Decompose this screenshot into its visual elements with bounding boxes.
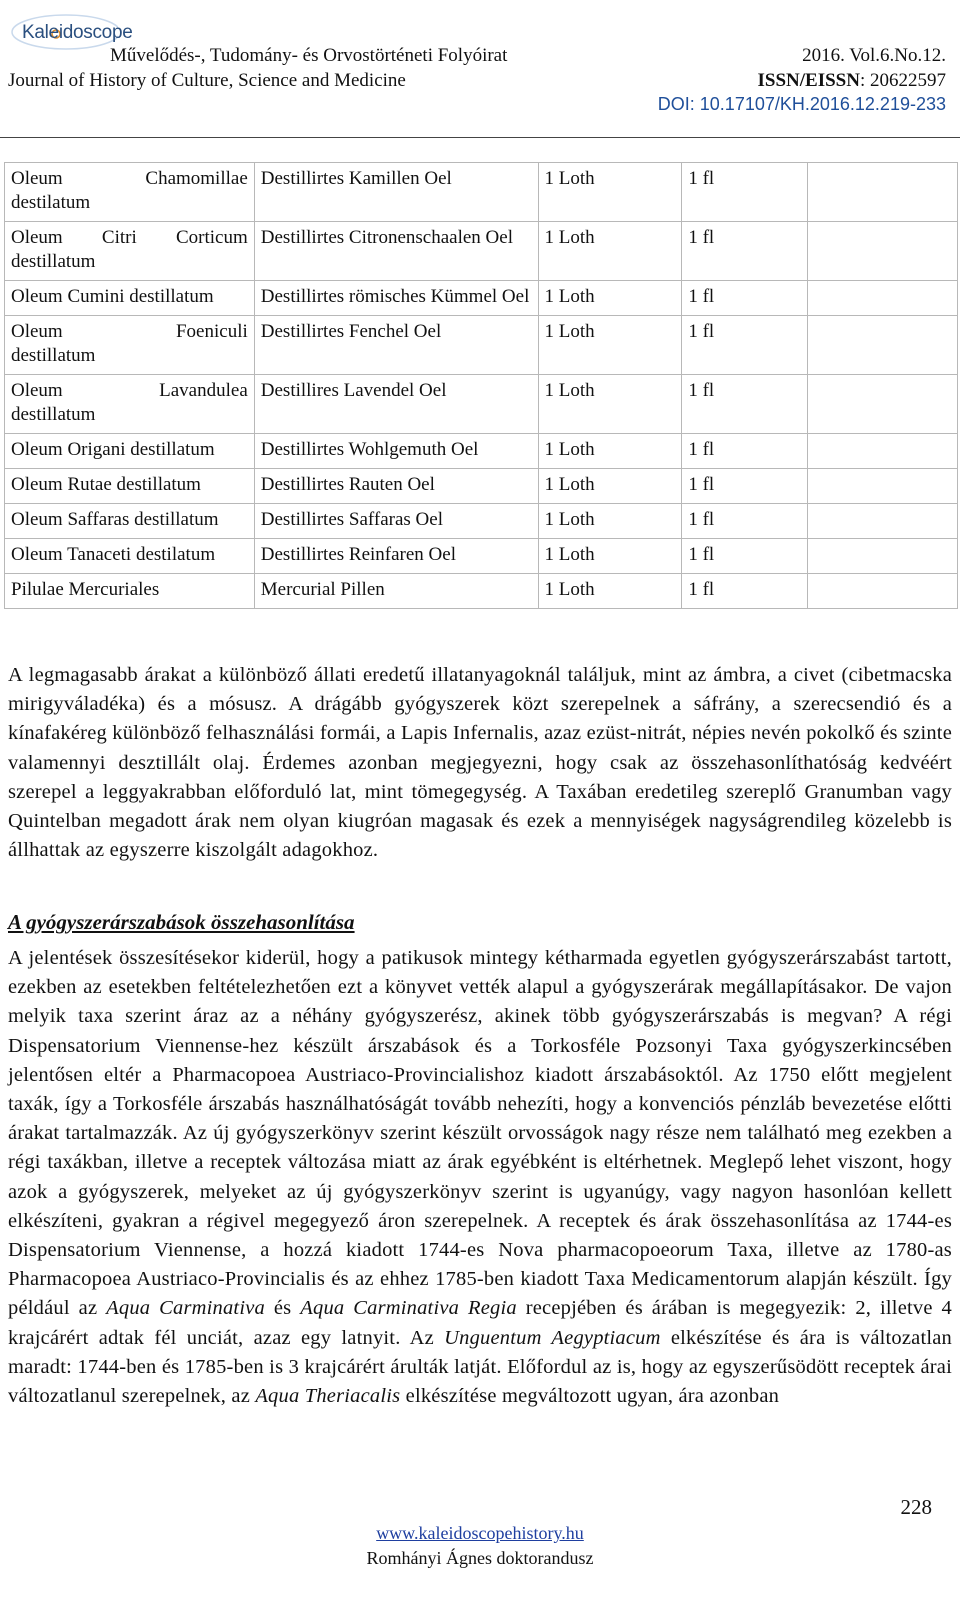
term-aqua-carminativa-regia: Aqua Carminativa Regia: [300, 1297, 517, 1320]
latin-name-line-1: [11, 379, 248, 403]
latin-name-part-b: Lavandulea: [159, 380, 248, 401]
section-heading: A gyógyszerárszabások összehasonlítása: [8, 910, 355, 934]
term-unguentum-aegyptiacum: Unguentum Aegyptiacum: [444, 1326, 661, 1349]
quantity-cell: 1 Loth: [538, 375, 682, 434]
quantity-cell: 1 Loth: [538, 504, 682, 539]
latin-name-part-a: Oleum: [11, 321, 63, 342]
website-link[interactable]: www.kaleidoscopehistory.hu: [376, 1523, 584, 1543]
latin-name: Oleum Cumini destillatum: [11, 286, 214, 307]
table-row: [5, 281, 958, 316]
table-row: [5, 504, 958, 539]
price-cell: 1 fl: [682, 539, 808, 574]
latin-name-part-c: destillatum: [11, 345, 96, 366]
table-row: [5, 574, 958, 609]
empty-cell: [808, 375, 958, 434]
paragraph-2-part-2: és: [264, 1297, 301, 1320]
paragraph-1: A legmagasabb árakat a különböző állati eredetű illatanyagoknál találjuk, mint az ámbra, a civet (cibetmacska mirigyváladéka) és a mósusz. A drágább gyógyszerek közt szerepelnek a sáfrány, a szerecsendió és a kínafakéreg különböző felhasználási formái, a Lapis Infernalis, azaz ezüst-nitrát, népies nevén pokolkő és szinte valamennyi desztillált olaj. Érdemes azonban megjegyezni, hogy csak az összehasonlíthatóság kedvéért szerepel a leggyakrabban előforduló lat, mint tömegegység. A Taxában eredetileg szereplő Granumban vagy Quintelban megadott árak nem olyan kiugróan magasak és ezek a mennyiségek nagyságrendileg közelebb is állhattak az egyszerre kiszolgált adagokhoz.: [8, 664, 952, 862]
empty-cell: [808, 539, 958, 574]
price-cell: 1 fl: [682, 281, 808, 316]
paragraph-2-part-1: A jelentések összesítésekor kiderül, hogy a patikusok mintegy kétharmada egyetlen gyógyszerárszabást tartott, ezekben az esetekben feltételezhetően ezt a könyvet vették alapul a gyógyszerárak megállapításakor. De vajon melyik taxa szerint áraz az a néhány gyógyszerész, akinek több gyógyszerárszabás is megvan? A régi Dispensatorium Viennense-hez készült árszabások és a Torkosféle Pozsonyi Taxa gyógyszerkincsében jelentősen eltér a Pharmacopoea Austriaco-Provincialishoz kiadott árszabásoktól. Az 1750 előtt megjelent taxák, így a Torkosféle árszabás használhatóságát tovább nehezíti, hogy a konvenciós pénzláb bevezetése előtti árakat tartalmazzák. Az új gyógyszerkönyv szerint készült orvosságok nagy része nem található meg ezekben a régi taxákban, illetve a receptek változása miatt az árak egyébként is eltérhetnek. Meglepő lehet viszont, hogy azok a gyógyszerek, melyeket az új gyógyszerkönyv szerint is ugyanúgy, vagy nagyon hasonlóan kellett elkészíteni, gyakran a régivel megegyező áron szerepelnek. A receptek és árak összehasonlítása az 1744-es Dispensatorium Viennense, a hozzá kiadott 1744-es Nova pharmacopoeorum Taxa, illetve az 1780-as Pharmacopoea Austriaco-Provincialis és az ehhez 1785-ben kiadott Taxa Medicamentorum alapján készült. Így például az: [8, 947, 952, 1320]
table-row: [5, 539, 958, 574]
quantity-cell: 1 Loth: [538, 163, 682, 222]
german-name-cell: Destillirtes Wohlgemuth Oel: [254, 434, 538, 469]
empty-cell: [808, 469, 958, 504]
german-name-cell: Destillirtes Saffaras Oel: [254, 504, 538, 539]
latin-name-cell: [5, 316, 255, 375]
price-cell: 1 fl: [682, 574, 808, 609]
price-cell: 1 fl: [682, 163, 808, 222]
latin-name-part-b: Foeniculi: [175, 321, 248, 342]
latin-name-cell: [5, 281, 255, 316]
table-row: [5, 434, 958, 469]
table-row: [5, 469, 958, 504]
quantity-cell: 1 Loth: [538, 222, 682, 281]
latin-name: Pilulae Mercuriales: [11, 579, 160, 600]
latin-name-part-c: destilatum: [11, 192, 91, 213]
page-number: 228: [900, 1495, 932, 1519]
latin-name-cell: [5, 222, 255, 281]
issn-label: ISSN/EISSN: [757, 70, 860, 91]
author-name: Romhányi Ágnes doktorandusz: [366, 1548, 594, 1568]
latin-name-cell: [5, 504, 255, 539]
price-cell: 1 fl: [682, 316, 808, 375]
latin-name-part-a: Oleum Citri: [11, 227, 137, 248]
doi-value: 10.17107/KH.2016.12.219-233: [699, 94, 946, 114]
german-name-cell: Destillirtes römisches Kümmel Oel: [254, 281, 538, 316]
term-aqua-carminativa: Aqua Carminativa: [106, 1297, 265, 1320]
table-row: [5, 375, 958, 434]
issn-value: : 20622597: [859, 70, 946, 91]
latin-name: Oleum Saffaras destillatum: [11, 509, 219, 530]
latin-name-cell: [5, 469, 255, 504]
latin-name-part-b: Corticum: [175, 227, 248, 248]
latin-name-line-1: [11, 320, 248, 344]
empty-cell: [808, 434, 958, 469]
latin-name-cell: [5, 375, 255, 434]
latin-name-part-c: destillatum: [11, 251, 96, 272]
issn-info: [758, 70, 946, 92]
latin-name: Oleum Origani destillatum: [11, 439, 215, 460]
latin-name-part-a: Oleum: [11, 168, 63, 189]
latin-name-cell: [5, 574, 255, 609]
drug-table-body: [5, 163, 958, 609]
journal-logo: [8, 12, 133, 52]
table-row: [5, 316, 958, 375]
latin-name-part-a: Oleum: [11, 380, 63, 401]
doi-label: DOI:: [657, 94, 700, 114]
quantity-cell: 1 Loth: [538, 281, 682, 316]
logo-text: Kaleidoscope: [22, 22, 133, 43]
issue-info: 2016. Vol.6.No.12.: [802, 45, 946, 66]
paragraph-2: [8, 944, 952, 1411]
empty-cell: [808, 316, 958, 375]
table-row: [5, 163, 958, 222]
latin-name: Oleum Rutae destillatum: [11, 474, 201, 495]
price-cell: 1 fl: [682, 375, 808, 434]
quantity-cell: 1 Loth: [538, 539, 682, 574]
quantity-cell: 1 Loth: [538, 574, 682, 609]
term-aqua-theriacalis: Aqua Theriacalis: [255, 1385, 401, 1408]
quantity-cell: 1 Loth: [538, 316, 682, 375]
empty-cell: [808, 281, 958, 316]
latin-name-cell: [5, 163, 255, 222]
german-name-cell: Destillires Lavendel Oel: [254, 375, 538, 434]
latin-name-cell: [5, 434, 255, 469]
price-cell: 1 fl: [682, 504, 808, 539]
journal-title-en: Journal of History of Culture, Science and Medicine: [8, 70, 406, 91]
header-divider: [0, 137, 960, 138]
price-cell: 1 fl: [682, 469, 808, 504]
german-name-cell: Destillirtes Kamillen Oel: [254, 163, 538, 222]
latin-name-part-b: Chamomillae: [145, 168, 248, 189]
drug-price-table: [4, 162, 958, 609]
table-row: [5, 222, 958, 281]
paragraph-2-part-4: elkészítése és ára is változatlan maradt: 1744-ben és 1785-ben is 3 krajcárért árulták latját. Előfordul az is, hogy az egyszerűsödött receptek árai változatlanul szerepelnek, az: [8, 1326, 952, 1408]
latin-name-part-c: destillatum: [11, 404, 96, 425]
german-name-cell: Destillirtes Rauten Oel: [254, 469, 538, 504]
journal-title-hu: Művelődés-, Tudomány- és Orvostörténeti Folyóirat: [110, 45, 508, 66]
latin-name: Oleum Tanaceti destilatum: [11, 544, 216, 565]
latin-name-line-1: [11, 167, 248, 191]
journal-header: [0, 0, 960, 140]
paragraph-2-part-3: recepjében és árában is megegyezik: 2, illetve 4 krajcárért adtak fél unciát, azaz egy latnyit. Az: [8, 1297, 952, 1349]
quantity-cell: 1 Loth: [538, 434, 682, 469]
german-name-cell: Destillirtes Citronenschaalen Oel: [254, 222, 538, 281]
empty-cell: [808, 504, 958, 539]
empty-cell: [808, 574, 958, 609]
german-name-cell: Destillirtes Fenchel Oel: [254, 316, 538, 375]
quantity-cell: 1 Loth: [538, 469, 682, 504]
latin-name-cell: [5, 539, 255, 574]
german-name-cell: Mercurial Pillen: [254, 574, 538, 609]
latin-name-line-1: [11, 226, 248, 250]
empty-cell: [808, 163, 958, 222]
german-name-cell: Destillirtes Reinfaren Oel: [254, 539, 538, 574]
price-cell: 1 fl: [682, 434, 808, 469]
paragraph-2-part-5: elkészítése megváltozott ugyan, ára azonban: [400, 1385, 780, 1408]
price-cell: 1 fl: [682, 222, 808, 281]
empty-cell: [808, 222, 958, 281]
doi-info: [658, 93, 946, 115]
